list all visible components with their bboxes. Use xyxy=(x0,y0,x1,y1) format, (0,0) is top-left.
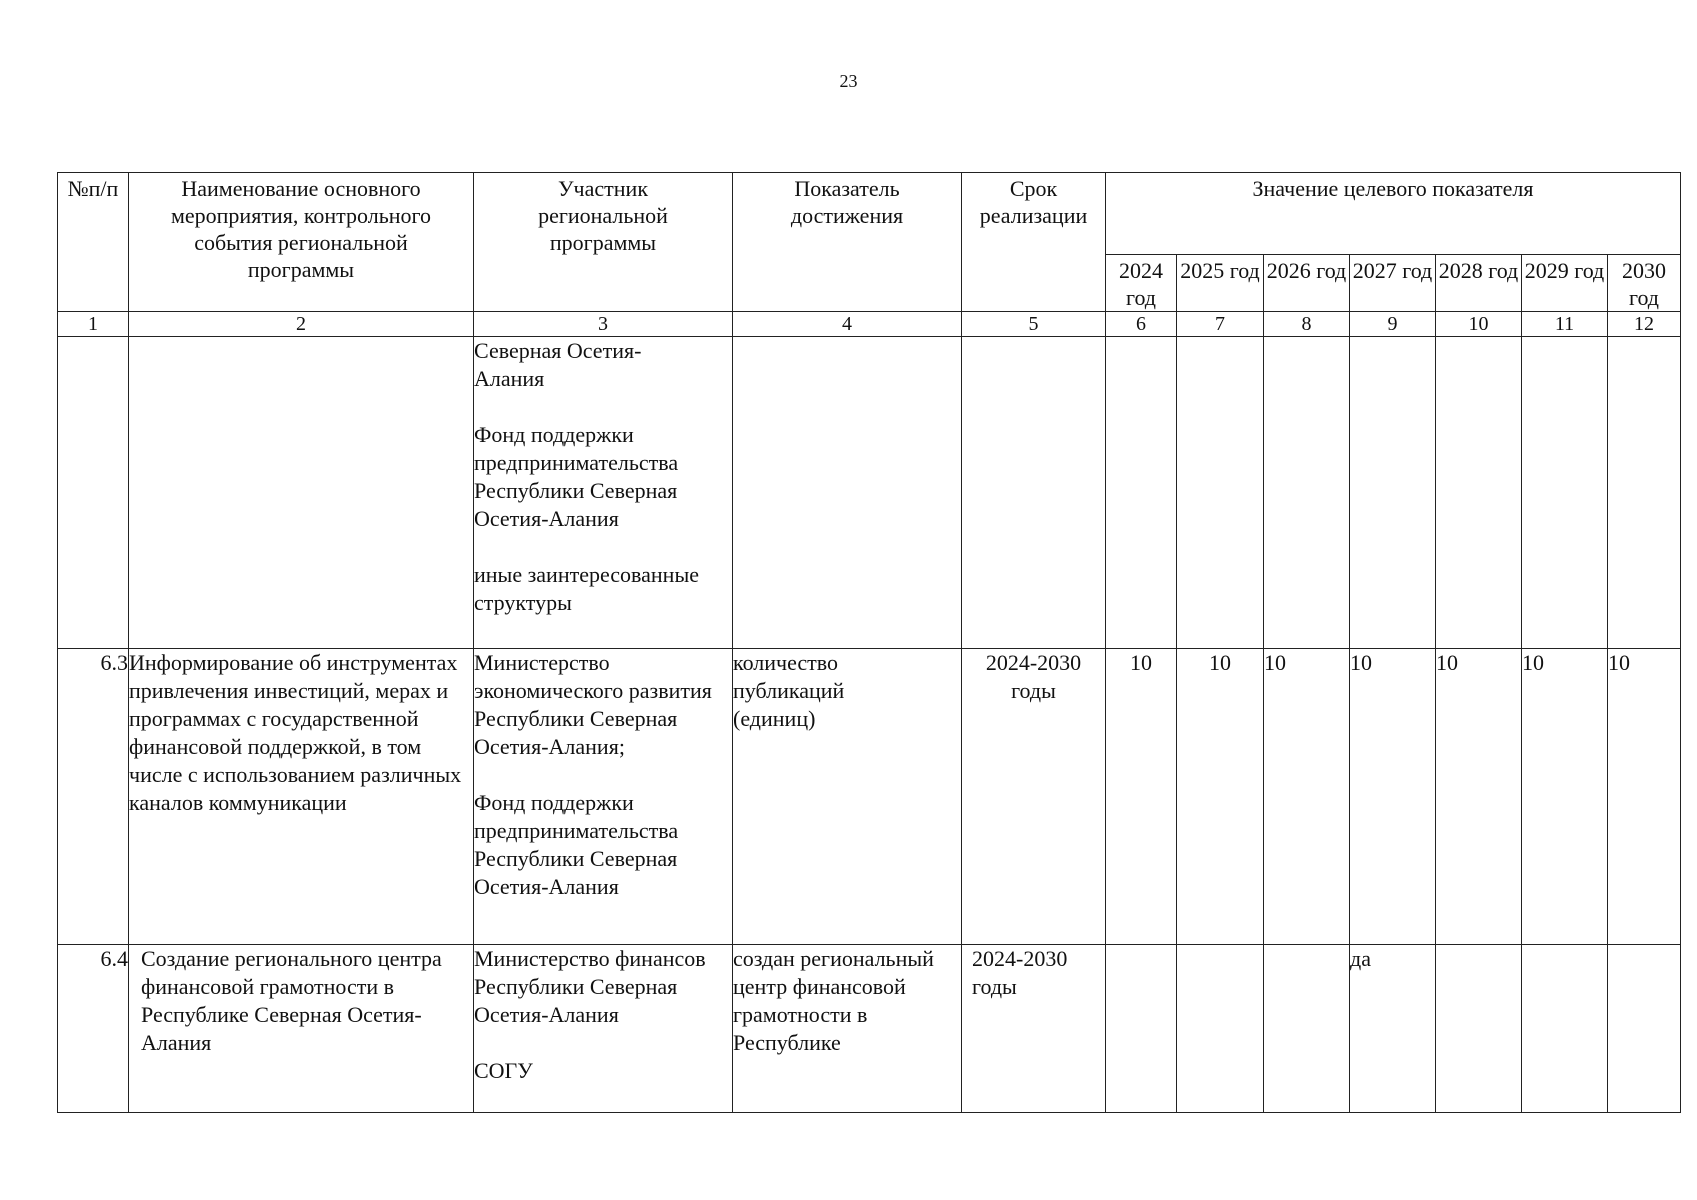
participant-entry: Северная Осетия-Алания xyxy=(474,338,642,391)
header-year-2028: 2028 год xyxy=(1436,255,1522,312)
header-year-2030: 2030 год xyxy=(1608,255,1681,312)
header-year-2029: 2029 год xyxy=(1522,255,1608,312)
column-number: 10 xyxy=(1436,312,1522,337)
row-participant xyxy=(474,945,733,1113)
header-participant: Участник региональной программы xyxy=(474,173,733,312)
header-year-2026: 2026 год xyxy=(1264,255,1350,312)
row-event-name: Информирование об инструментах привлечения инвестиций, мерах и программах с государственной финансовой поддержкой, в том числе с использованием различных каналов коммуникации xyxy=(129,649,474,945)
header-number: №п/п xyxy=(58,173,129,312)
row-value-2028 xyxy=(1436,945,1522,1113)
regional-program-table xyxy=(57,172,1681,1113)
row-value-2030: 10 xyxy=(1608,649,1681,945)
row-period: 2024-2030 годы xyxy=(962,649,1106,945)
row-participant xyxy=(474,337,733,649)
row-value-2027: 10 xyxy=(1350,649,1436,945)
row-value-2025 xyxy=(1177,337,1264,649)
row-value-2028: 10 xyxy=(1436,649,1522,945)
header-indicator: Показатель достижения xyxy=(733,173,962,312)
column-number: 9 xyxy=(1350,312,1436,337)
participant-entry: Министерство экономического развития Республики Северная Осетия-Алания; xyxy=(474,650,712,759)
participant-entry: иные заинтересованные структуры xyxy=(474,562,700,615)
row-period xyxy=(962,337,1106,649)
row-event-name: Создание регионального центра финансовой грамотности в Республике Северная Осетия-Алания xyxy=(129,945,474,1113)
column-number: 11 xyxy=(1522,312,1608,337)
column-number: 1 xyxy=(58,312,129,337)
column-number: 3 xyxy=(474,312,733,337)
row-value-2026 xyxy=(1264,337,1350,649)
row-period: 2024-2030 годы xyxy=(962,945,1106,1113)
participant-entry: Фонд поддержки предпринимательства Республики Северная Осетия-Алания xyxy=(474,790,679,899)
table-row xyxy=(58,945,1681,1113)
row-value-2030 xyxy=(1608,337,1681,649)
participant-entry: СОГУ xyxy=(474,1058,533,1083)
row-value-2024 xyxy=(1106,337,1177,649)
row-value-2025: 10 xyxy=(1177,649,1264,945)
row-indicator: количество публикаций (единиц) xyxy=(733,649,962,945)
column-number: 12 xyxy=(1608,312,1681,337)
row-value-2026 xyxy=(1264,945,1350,1113)
row-event-name xyxy=(129,337,474,649)
row-number: 6.4 xyxy=(58,945,129,1113)
row-value-2030 xyxy=(1608,945,1681,1113)
column-number: 5 xyxy=(962,312,1106,337)
column-number: 6 xyxy=(1106,312,1177,337)
table-row xyxy=(58,337,1681,649)
table-row xyxy=(58,649,1681,945)
participant-entry: Министерство финансов Республики Северная Осетия-Алания xyxy=(474,946,706,1027)
column-number: 2 xyxy=(129,312,474,337)
header-target-value: Значение целевого показателя xyxy=(1106,173,1681,255)
row-indicator: создан региональный центр финансовой грамотности в Республике xyxy=(733,945,962,1113)
row-number: 6.3 xyxy=(58,649,129,945)
row-number xyxy=(58,337,129,649)
row-participant xyxy=(474,649,733,945)
row-value-2027: да xyxy=(1350,945,1436,1113)
row-value-2025 xyxy=(1177,945,1264,1113)
row-value-2026: 10 xyxy=(1264,649,1350,945)
row-value-2029 xyxy=(1522,337,1608,649)
row-value-2027 xyxy=(1350,337,1436,649)
column-numbers-row xyxy=(58,312,1681,337)
column-number: 4 xyxy=(733,312,962,337)
participant-entry: Фонд поддержки предпринимательства Республики Северная Осетия-Алания xyxy=(474,422,679,531)
header-year-2024: 2024 год xyxy=(1106,255,1177,312)
row-value-2024 xyxy=(1106,945,1177,1113)
header-year-2027: 2027 год xyxy=(1350,255,1436,312)
column-number: 8 xyxy=(1264,312,1350,337)
header-period: Срок реализации xyxy=(962,173,1106,312)
page-number: 23 xyxy=(839,71,858,91)
row-indicator xyxy=(733,337,962,649)
header-event-name: Наименование основного мероприятия, контрольного события региональной программы xyxy=(129,173,474,312)
header-year-2025: 2025 год xyxy=(1177,255,1264,312)
row-value-2029 xyxy=(1522,945,1608,1113)
row-value-2029: 10 xyxy=(1522,649,1608,945)
row-value-2028 xyxy=(1436,337,1522,649)
row-value-2024: 10 xyxy=(1106,649,1177,945)
column-number: 7 xyxy=(1177,312,1264,337)
